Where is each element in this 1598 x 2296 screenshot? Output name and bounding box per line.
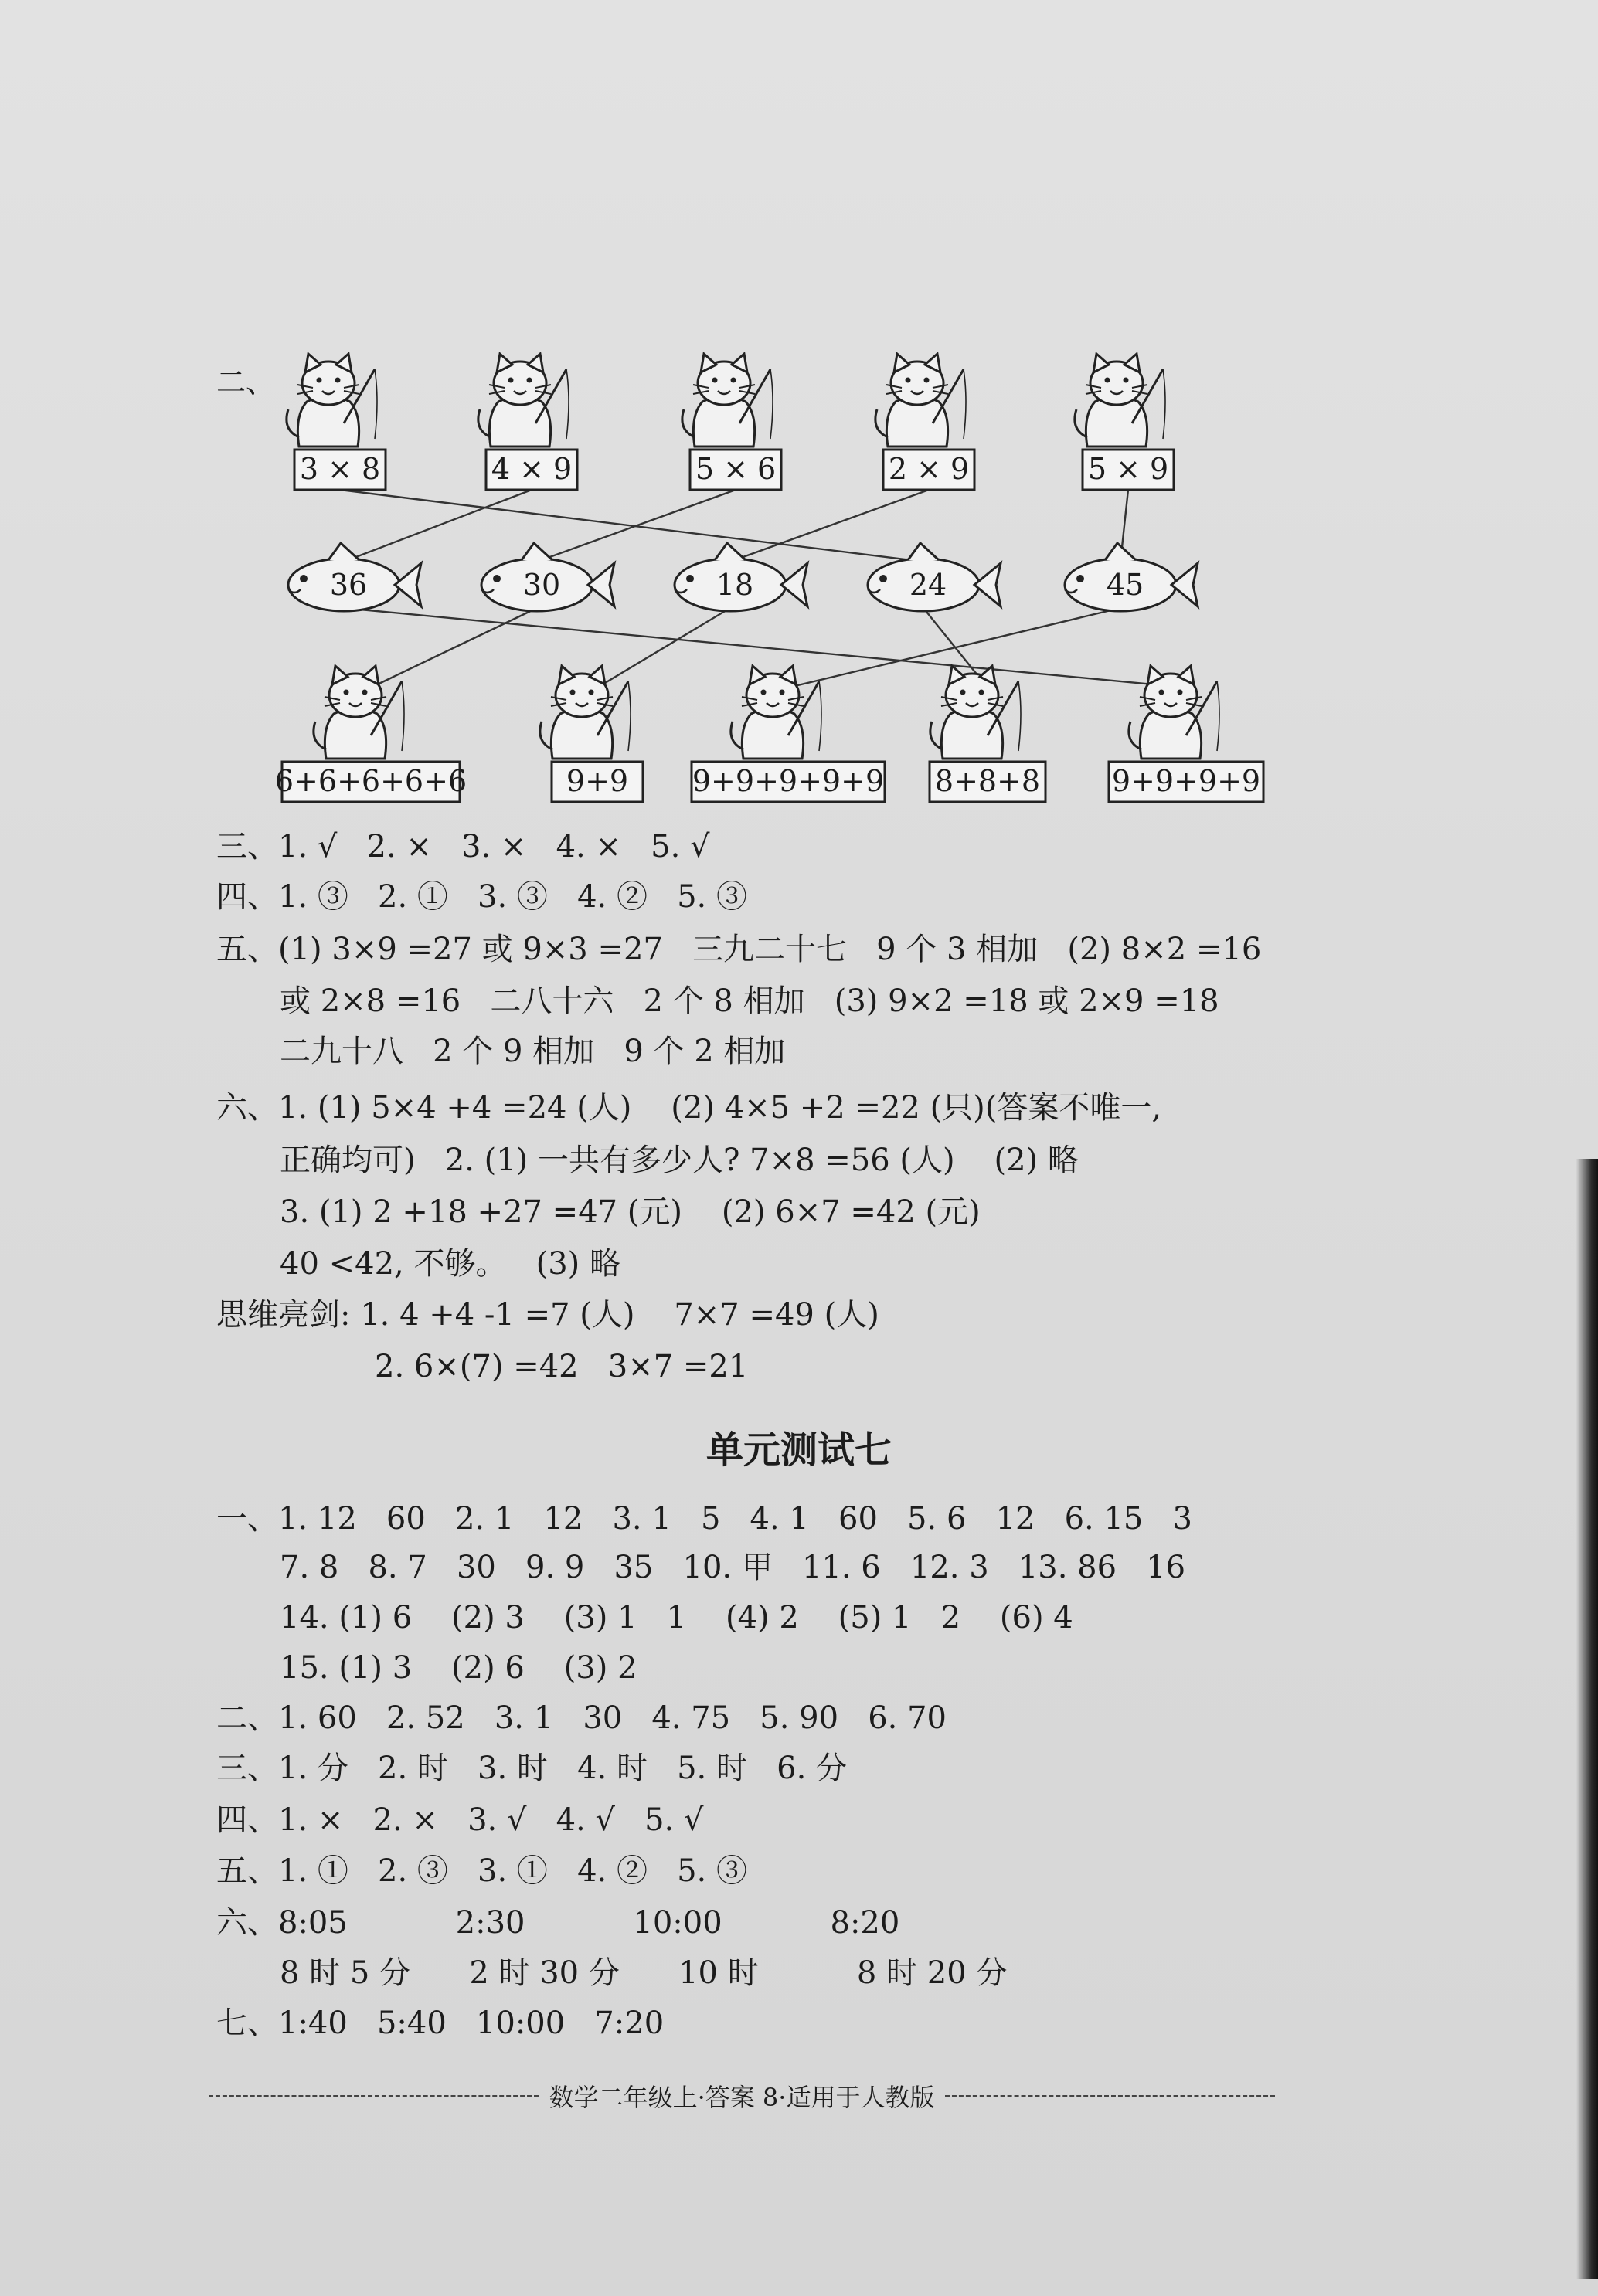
answer-line: 思维亮剑: 1. 4 +4 -1 =7 (人) 7×7 =49 (人) (216, 1297, 879, 1333)
footer-rule-right (945, 2095, 1275, 2097)
cat-figure (1129, 666, 1219, 759)
fish-answer-label: 30 (522, 568, 561, 602)
answer-line: 2. 6×(7) =42 3×7 =21 (375, 1349, 749, 1384)
bottom-expression-box (1109, 762, 1263, 802)
fish-answer (675, 543, 808, 611)
answer-line: 或 2×8 =16 二八十六 2 个 8 相加 (3) 9×2 =18 或 2×9 =18 (280, 983, 1219, 1019)
answer-line: 三、1. √ 2. × 3. × 4. × 5. √ (216, 829, 710, 864)
answer-line: 7. 8 8. 7 30 9. 9 35 10. 甲 11. 6 12. 3 13. 86 16 (280, 1550, 1186, 1585)
bottom-expression-box (552, 762, 643, 802)
top-expression-box (486, 450, 577, 490)
cat-figure (287, 354, 377, 447)
bottom-expression-box-label: 9+9+9+9+9 (692, 764, 885, 798)
cat-figure (540, 666, 631, 759)
top-expression-box (1083, 450, 1174, 490)
top-expression-box (690, 450, 781, 490)
cat-figure (314, 666, 404, 759)
fish-answer (481, 543, 614, 611)
answer-line: 3. (1) 2 +18 +27 =47 (元) (2) 6×7 =42 (元) (280, 1194, 981, 1230)
top-expression-box-label: 5 × 6 (695, 452, 777, 486)
answer-line: 一、1. 12 60 2. 1 12 3. 1 5 4. 1 60 5. 6 12 6. 15 3 (216, 1501, 1192, 1537)
cat-figure (930, 666, 1021, 759)
cat-figure (731, 666, 821, 759)
bottom-expression-box-label: 8+8+8 (934, 764, 1041, 798)
answer-line: 正确均可) 2. (1) 一共有多少人? 7×8 =56 (人) (2) 略 (280, 1143, 1079, 1178)
fish-answer-label: 45 (1106, 568, 1144, 602)
fish-answer-label: 18 (716, 568, 754, 602)
top-expression-box-label: 5 × 9 (1087, 452, 1169, 486)
answer-line: 15. (1) 3 (2) 6 (3) 2 (280, 1650, 638, 1686)
bottom-expression-box-label: 9+9+9+9 (1111, 764, 1261, 798)
footer-rule-left (209, 2095, 539, 2097)
fish-answer (288, 543, 421, 611)
answer-line: 二九十八 2 个 9 相加 9 个 2 相加 (280, 1034, 786, 1069)
top-expression-box-label: 2 × 9 (888, 452, 970, 486)
fish-answer-label: 24 (909, 568, 947, 602)
top-expression-box (294, 450, 386, 490)
bottom-expression-box-label: 9+9 (566, 764, 629, 798)
answer-line: 四、1. × 2. × 3. √ 4. √ 5. √ (216, 1802, 704, 1838)
answer-line: 五、1. ① 2. ③ 3. ① 4. ② 5. ③ (216, 1853, 747, 1889)
section-title: 单元测试七 (706, 1428, 892, 1472)
bottom-expression-box-label: 6+6+6+6+6 (274, 764, 468, 798)
answer-line: 四、1. ③ 2. ① 3. ③ 4. ② 5. ③ (216, 879, 747, 915)
torn-edge (1576, 1159, 1598, 2279)
top-expression-box (883, 450, 974, 490)
cat-figure (1075, 354, 1165, 447)
answer-line: 五、(1) 3×9 =27 或 9×3 =27 三九二十七 9 个 3 相加 (2) 8×2 =16 (216, 932, 1262, 967)
answer-line: 七、1:40 5:40 10:00 7:20 (216, 2006, 665, 2041)
footer-text: 数学二年级上·答案 8·适用于人教版 (549, 2083, 935, 2112)
answer-line: 六、1. (1) 5×4 +4 =24 (人) (2) 4×5 +2 =22 (只)(答案不唯一, (216, 1090, 1162, 1126)
answer-line: 14. (1) 6 (2) 3 (3) 1 1 (4) 2 (5) 1 2 (6) 4 (280, 1600, 1073, 1635)
cat-figure (478, 354, 569, 447)
match-line (597, 608, 730, 688)
cat-figure (682, 354, 773, 447)
top-expression-box-label: 3 × 8 (299, 452, 381, 486)
matching-diagram (0, 0, 1598, 819)
match-line (340, 490, 923, 562)
bottom-expression-box (930, 762, 1046, 802)
diagram-section-label: 二、 (216, 365, 276, 399)
fish-answer (868, 543, 1001, 611)
answer-line: 40 <42, 不够。 (3) 略 (280, 1246, 620, 1282)
answer-line: 8 时 5 分 2 时 30 分 10 时 8 时 20 分 (280, 1955, 1008, 1991)
top-expression-box-label: 4 × 9 (491, 452, 573, 486)
bottom-expression-box (692, 762, 885, 802)
match-line (537, 490, 736, 562)
bottom-expression-box (275, 762, 467, 802)
cat-figure (876, 354, 966, 447)
fish-answer (1065, 543, 1198, 611)
answer-line: 二、1. 60 2. 52 3. 1 30 4. 75 5. 90 6. 70 (216, 1700, 947, 1736)
answer-line: 三、1. 分 2. 时 3. 时 4. 时 5. 时 6. 分 (216, 1751, 847, 1786)
page-footer (209, 2078, 1275, 2114)
match-line (344, 490, 532, 562)
fish-answer-label: 36 (329, 568, 368, 602)
match-line (371, 608, 537, 688)
answer-line: 六、8:05 2:30 10:00 8:20 (216, 1905, 900, 1941)
